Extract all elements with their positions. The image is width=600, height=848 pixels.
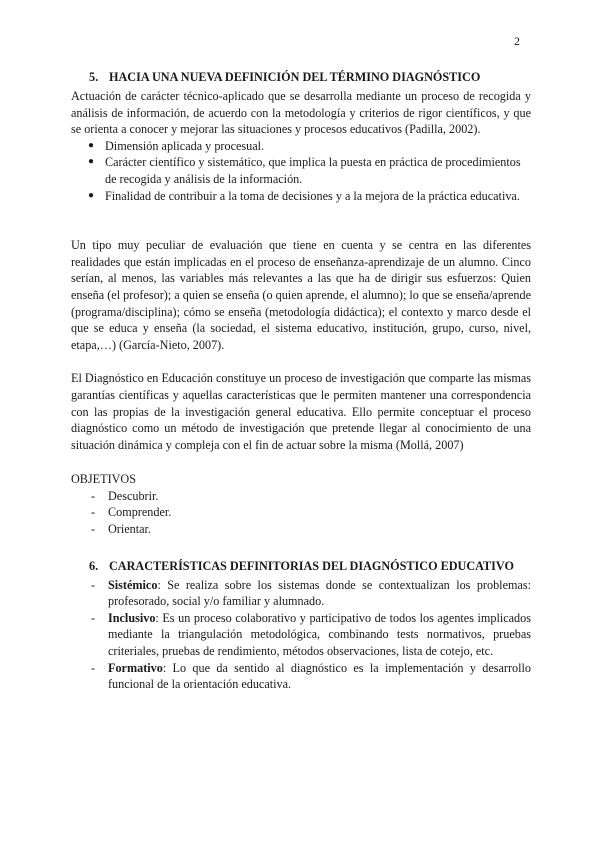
dash-icon: - [91,577,96,592]
section-5-paragraph-3: El Diagnóstico en Educación constituye un proceso de investigación que comparte las mismas garantías científicas y aquellas características que le permiten mantener una correspondencia con las propias de la investigación general educativa. Ello permite conceptuar el proceso diagnóstico como un método de investigación que pretende llegar al conocimiento de una situación dinámica y compleja con el fin de actuar sobre la misma (Mollá, 2007) [71,371,531,452]
section-5-paragraph-2: Un tipo muy peculiar de evaluación que tiene en cuenta y se centra en las diferentes realidades que están implicadas en el proceso de enseñanza-aprendizaje de un alumno. Cinco serían, al menos, las variables más relevantes a las que ha de dirigir sus esfuerzos: Quien enseña (el profesor); a quien se enseña (o quien aprende, el alumno); lo que se enseña/aprende (programa/disciplina); cómo se enseña (metodología didáctica); el contexto y marco desde el que se educa y enseña (la sociedad, el sistema educativo, institución, grupo, curso, nivel, etapa,…) (García-Nieto, 2007). [71,238,531,352]
section-6-list [71,577,531,693]
page-number: 2 [514,34,520,48]
list-item: - Sistémico: Se realiza sobre los sistemas donde se contextualizan los problemas: profesorado, social y/o familiar y alumnado. [91,577,531,609]
section-5-intro: Actuación de carácter técnico-aplicado que se desarrolla mediante un proceso de recogida y análisis de información, de acuerdo con la metodología y criterios de rigor científicos, y que se orienta a conocer y mejorar las situaciones y procesos educativos (Padilla, 2002). [71,89,531,137]
section-5-bullet-list [71,138,531,204]
section-6-heading [71,558,531,574]
dash-icon: - [91,610,96,625]
bullet-icon: ● [88,156,95,168]
section-5-number: 5. [89,70,99,84]
list-item: - Formativo: Lo que da sentido al diagnóstico es la implementación y desarrollo funcional de la orientación educativa. [91,660,531,692]
section-6-number: 6. [89,558,99,573]
list-item: - Orientar. [91,522,151,537]
list-item: ● Finalidad de contribuir a la toma de decisiones y a la mejora de la práctica educativa. [88,188,520,203]
bullet-icon: ● [88,189,95,201]
list-item: - Comprender. [91,505,172,520]
document-body [71,69,531,693]
term-formativo: Formativo [108,660,163,675]
list-item: - Inclusivo: Es un proceso colaborativo y participativo de todos los agentes implicados mediante la triangulación metodológica, combinando tests normativos, pruebas criteriales, pruebas de rendimiento, métodos observaciones, lista de cotejo, etc. [91,610,531,659]
term-sistemico: Sistémico [108,577,158,592]
term-inclusivo: Inclusivo [108,610,156,625]
objectives-title: OBJETIVOS [71,472,137,487]
list-item: ● Dimensión aplicada y procesual. [88,138,265,153]
dash-icon: - [91,522,96,537]
objectives-list [71,488,531,538]
dash-icon: - [91,660,96,675]
dash-icon: - [91,488,96,503]
bullet-icon: ● [88,139,95,151]
section-5-heading [71,69,531,85]
section-6-title: CARACTERÍSTICAS DEFINITORIAS DEL DIAGNÓSTICO EDUCATIVO [109,558,514,573]
section-5-title: HACIA UNA NUEVA DEFINICIÓN DEL TÉRMINO DIAGNÓSTICO [109,70,481,84]
list-item: ● Carácter científico y sistemático, que implica la puesta en práctica de procedimientos de recogida y análisis de la información. [88,155,521,186]
list-item: - Descubrir. [91,488,159,503]
dash-icon: - [91,505,96,520]
